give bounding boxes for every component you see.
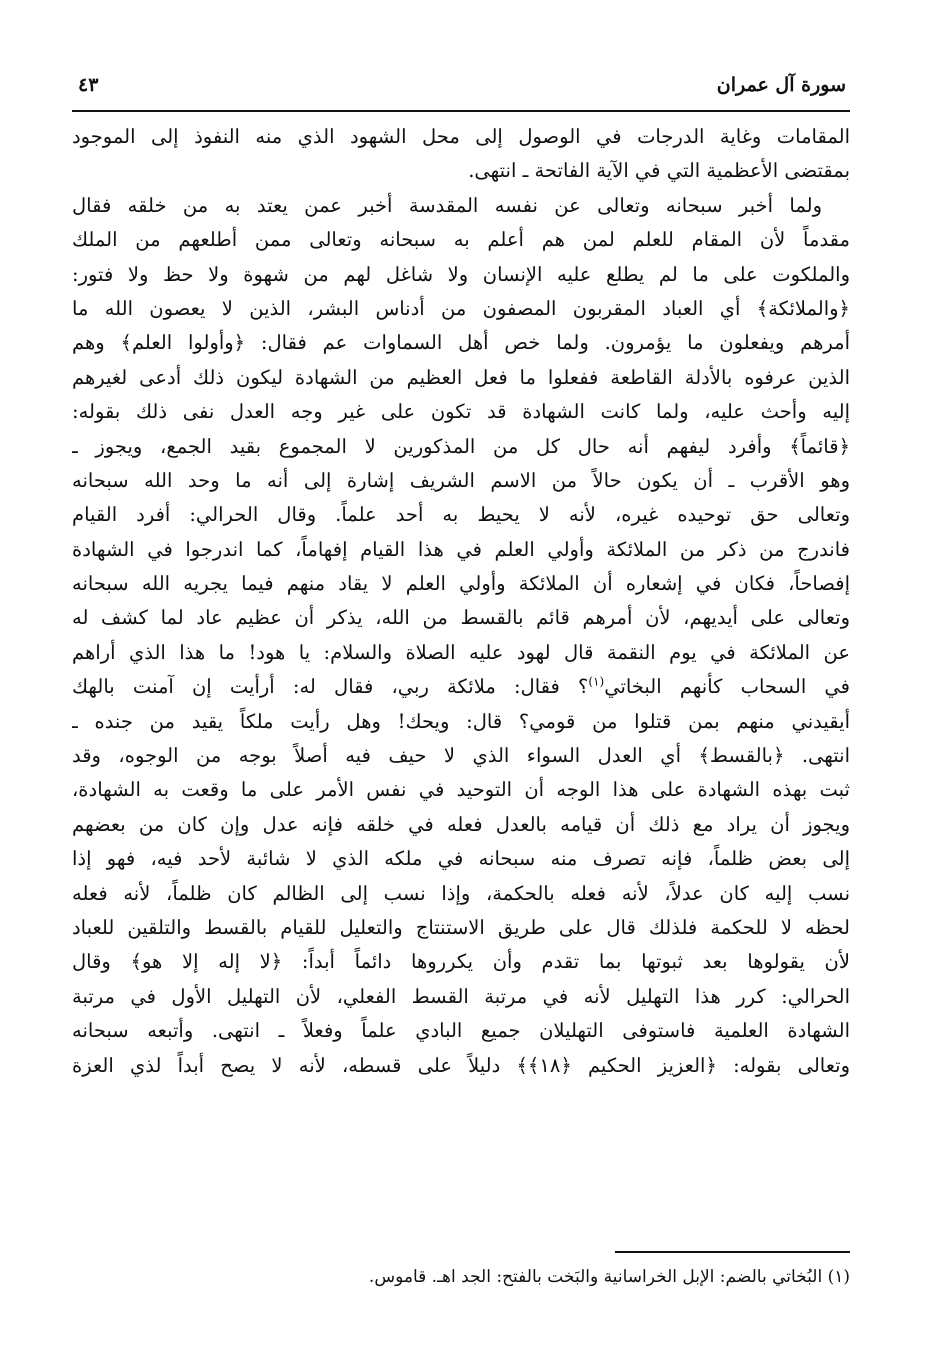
footnote: [72, 1263, 850, 1291]
text-line: والملكوت على ما لم يطلع عليه الإنسان ولا شاغل لهم من شهوة ولا حظ ولا فتور:: [72, 262, 850, 286]
text-line: بمقتضى الأعظمية التي في الآية الفاتحة ـ انتهى.: [468, 159, 850, 183]
text-segment: في السحاب كأنهم البخاتي: [604, 675, 850, 699]
page-header: [72, 70, 850, 104]
text-line: الشهادة العلمية فاستوفى التهليلان جميع البادي علماً وفعلاً ـ انتهى. وأتبعه سبحانه: [72, 1019, 850, 1043]
text-line: وهو الأقرب ـ أن يكون حالاً من الاسم الشريف إشارة إلى أنه ما وحد الله سبحانه: [72, 468, 850, 492]
text-line: وتعالى حق توحيده غيره، لأنه لا يحيط به أحد علماً. وقال الحرالي: أفرد القيام: [72, 503, 850, 527]
text-line: أمرهم ويفعلون ما يؤمرون. ولما خص أهل السماوات عم فقال: ﴿وأولوا العلم﴾ وهم: [72, 331, 850, 355]
text-line: انتهى. ﴿بالقسط﴾ أي العدل السواء الذي لا حيف فيه أصلاً بوجه من الوجوه، وقد: [72, 744, 850, 768]
text-line: نسب إليه كان عدلاً، لأنه فعله بالحكمة، وإذا نسب إلى الظالم كان ظلماً، لأنه فعله: [72, 881, 850, 905]
text-line-with-footnote-ref: [72, 670, 850, 704]
text-line: ويجوز أن يراد مع ذلك أن قيامه بالعدل فعله في خلقه فإنه عدل وإن كان من بعضهم: [72, 812, 850, 836]
text-line: مقدماً لأن المقام للعلم لمن هم أعلم به سبحانه وتعالى ممن أطلعهم من الملك: [72, 228, 850, 252]
text-line: إلى بعض ظلماً، فإنه تصرف منه سبحانه في ملكه الذي لا شائبة لأحد فيه، فهو إذا: [72, 847, 850, 871]
text-line: فاندرج من ذكر من الملائكة وأولي العلم في هذا القيام إفهاماً، كما اندرجوا في الشهادة: [72, 537, 850, 561]
text-line: وتعالى بقوله: ﴿العزيز الحكيم ﴿١٨﴾﴾ دليلاً على قسطه، لأنه لا يصح أبداً لذي العزة: [72, 1053, 850, 1077]
main-text: [72, 120, 850, 1083]
text-line: عن الملائكة في يوم النقمة قال لهود عليه الصلاة والسلام: يا هود! ما هذا الذي أراهم: [72, 640, 850, 664]
text-line: إفصاحاً، فكان في إشعاره أن الملائكة وأولي العلم لا يقاد منهم فيما يجريه الله سبحانه: [72, 572, 850, 596]
text-segment: ؟ فقال: ملائكة ربي، فقال له: أرأيت إن آمنت بالهك: [72, 675, 589, 699]
text-line: ثبت بهذه الشهادة على هذا الوجه أن التوحيد في نفس الأمر على ما وقعت به الشهادة،: [72, 778, 850, 802]
footnote-rule: [615, 1251, 850, 1253]
text-line: ﴿والملائكة﴾ أي العباد المقربون المصفون من أدناس البشر، الذين لا يعصون الله ما: [72, 296, 850, 320]
text-line: لأن يقولوها بعد ثبوتها بما تقدم وأن يكرروها دائماً أبداً: ﴿لا إله إلا هو﴾ وقال: [72, 950, 850, 974]
footnote-marker: (١): [827, 1267, 850, 1287]
header-rule: [72, 110, 850, 112]
footnote-reference: (١): [588, 674, 605, 689]
text-line: لحظه لا للحكمة فلذلك قال على طريق الاستنتاج والتعليل للقيام بالقسط والتلقين للعباد: [72, 915, 850, 939]
text-line: المقامات وغاية الدرجات في الوصول إلى محل الشهود الذي منه النفوذ إلى الموجود: [72, 125, 850, 148]
text-line: وتعالى على أيديهم، لأن أمرهم قائم بالقسط من الله، يذكر أن عظيم عاد لما كشف له: [72, 606, 850, 630]
surah-title: سورة آل عمران: [716, 74, 846, 96]
text-line: أيقيدني منهم بمن قتلوا من قومي؟ قال: ويحك! وهل رأيت ملكاً يقيد من جنده ـ: [72, 709, 850, 733]
text-line: إليه وأحث عليه، ولما كانت الشهادة قد تكون على غير وجه العدل نفى ذلك بقوله:: [72, 400, 850, 424]
footnote-text: البُخاتي بالضم: الإبل الخراسانية والبَخت بالفتح: الجد اهـ. قاموس.: [368, 1267, 823, 1287]
text-line: ﴿قائماً﴾ وأفرد ليفهم أنه حال كل من المذكورين لا المجموع بقيد الجمع، ويجوز ـ: [72, 434, 850, 458]
text-line: ولما أخبر سبحانه وتعالى عن نفسه المقدسة أخبر عمن يعتد به من خلقه فقال: [72, 193, 822, 217]
page-number: ٤٣: [78, 74, 99, 96]
text-line: الحرالي: كرر هذا التهليل لأنه في مرتبة القسط الفعلي، لأن التهليل الأول في مرتبة: [72, 984, 850, 1008]
text-line: الذين عرفوه بالأدلة القاطعة ففعلوا ما فعل العظيم من الشهادة ليكون ذلك أدعى لغيرهم: [72, 365, 850, 389]
